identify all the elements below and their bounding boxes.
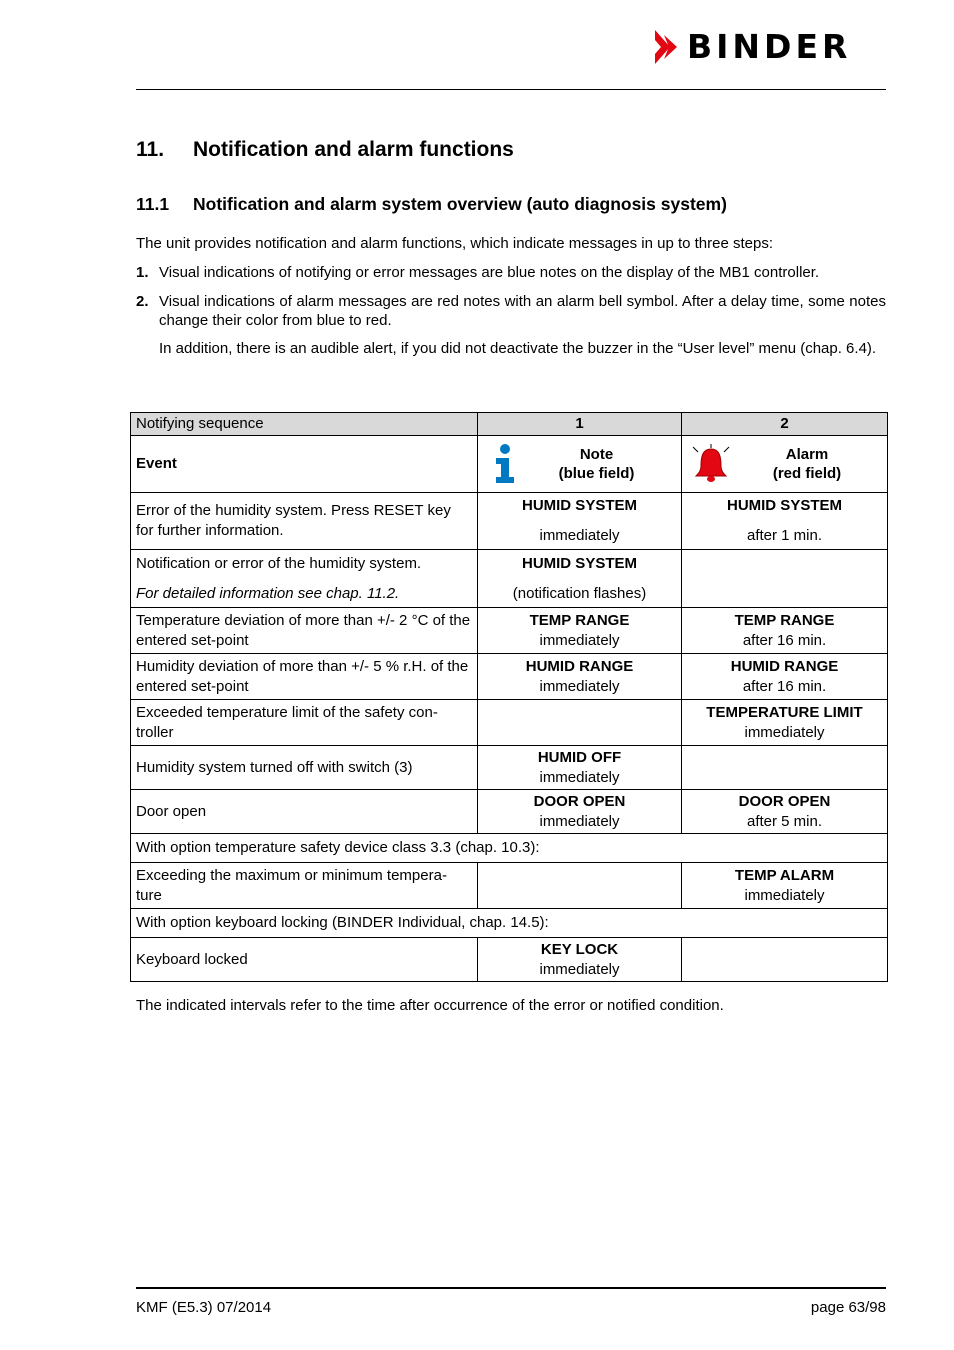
- buzzer-paragraph: In addition, there is an audible alert, if you did not deactivate the buzzer in the “User level” menu (chap. 6.4).: [159, 340, 877, 357]
- note-title: Note: [579, 446, 614, 463]
- table-row: [131, 493, 888, 550]
- alarm-cell: [682, 550, 888, 608]
- table-row: [131, 700, 888, 746]
- header-label: Notifying sequence: [131, 413, 478, 436]
- option-temp-label: With option temperature safety device class 3.3 (chap. 10.3):: [131, 834, 888, 863]
- event-text: Notification or error of the humidity system.: [136, 554, 422, 572]
- note-cell: [478, 790, 682, 834]
- note-cell: [478, 654, 682, 700]
- table-header-row: [131, 413, 888, 436]
- alarm-table: [130, 412, 888, 982]
- note-cell: [478, 700, 682, 746]
- note-timing: immediately: [539, 768, 620, 786]
- list-number: 1.: [136, 264, 149, 281]
- note-message: HUMID SYSTEM: [521, 554, 637, 572]
- footer-rule: [136, 1287, 886, 1289]
- alarm-message: TEMP ALARM: [734, 866, 835, 884]
- note-subtitle: (blue field): [558, 465, 635, 482]
- alarm-timing: after 16 min.: [742, 677, 827, 695]
- alarm-timing: after 16 min.: [742, 631, 827, 649]
- note-cell: [478, 938, 682, 982]
- note-message: TEMP RANGE: [529, 611, 630, 629]
- event-text: Humidity system turned off with switch (3): [131, 746, 478, 790]
- event-text: Exceeding the maximum or minimum tempera-ture: [131, 863, 478, 909]
- subsection-title: Notification and alarm system overview (auto diagnosis system): [193, 194, 727, 214]
- note-message: KEY LOCK: [540, 940, 619, 958]
- alarm-subtitle: (red field): [772, 465, 842, 482]
- section-heading: [136, 138, 514, 162]
- list-number: 2.: [136, 293, 149, 310]
- alarm-timing: immediately: [744, 886, 825, 904]
- list-text: Visual indications of notifying or error messages are blue notes on the display of the MB1 controller.: [159, 264, 820, 281]
- event-label: Event: [131, 436, 478, 493]
- note-message: HUMID RANGE: [525, 657, 634, 675]
- note-cell: [478, 550, 682, 608]
- section-title: Notification and alarm functions: [193, 138, 514, 161]
- alarm-cell: [682, 654, 888, 700]
- list-item: [136, 263, 886, 282]
- table-row: [131, 863, 888, 909]
- option-key-label: With option keyboard locking (BINDER Individual, chap. 14.5):: [131, 909, 888, 938]
- intro-paragraph: The unit provides notification and alarm functions, which indicate messages in up to three steps:: [136, 235, 774, 252]
- event-text: Humidity deviation of more than +/- 5 % r.H. of the entered set-point: [131, 654, 478, 700]
- alarm-cell: [682, 493, 888, 550]
- event-text: Temperature deviation of more than +/- 2 °C of the entered set-point: [131, 608, 478, 654]
- note-timing: immediately: [539, 677, 620, 695]
- binder-logo-icon: [655, 30, 679, 64]
- event-text: Door open: [131, 790, 478, 834]
- list-item: [136, 292, 886, 330]
- alarm-timing: after 5 min.: [746, 812, 823, 830]
- event-text: Exceeded temperature limit of the safety con-troller: [131, 700, 478, 746]
- header-col-1: 1: [478, 413, 682, 436]
- alarm-cell: [682, 746, 888, 790]
- event-note: For detailed information see chap. 11.2.: [136, 584, 400, 602]
- alarm-cell: [682, 436, 888, 493]
- option-row: [131, 834, 888, 863]
- note-cell: [478, 863, 682, 909]
- event-text: Keyboard locked: [131, 938, 478, 982]
- alarm-cell: [682, 863, 888, 909]
- event-cell: [131, 550, 478, 608]
- option-row: [131, 909, 888, 938]
- alarm-message: TEMP RANGE: [734, 611, 835, 629]
- alarm-timing: immediately: [744, 723, 825, 741]
- note-cell: [478, 608, 682, 654]
- info-icon: [493, 443, 517, 485]
- note-message: HUMID SYSTEM: [521, 497, 637, 514]
- note-timing: immediately: [539, 527, 620, 544]
- note-timing: immediately: [539, 631, 620, 649]
- alarm-bell-icon: [690, 444, 732, 484]
- page-number: page 63/98: [810, 1299, 886, 1316]
- alarm-message: TEMPERATURE LIMIT: [706, 703, 863, 721]
- section-number: 11.: [136, 138, 165, 161]
- note-cell: [478, 493, 682, 550]
- note-timing: (notification flashes): [512, 584, 647, 602]
- intervals-note: The indicated intervals refer to the time after occurrence of the error or notified condition.: [136, 997, 724, 1014]
- table-row: [131, 746, 888, 790]
- subsection-heading: [136, 194, 727, 215]
- binder-logo: [655, 27, 852, 66]
- event-row: [131, 436, 888, 493]
- subsection-number: 11.1: [136, 194, 170, 214]
- alarm-cell: [682, 790, 888, 834]
- table-row: [131, 550, 888, 608]
- alarm-message: DOOR OPEN: [738, 792, 831, 810]
- list-text: Visual indications of alarm messages are red notes with an alarm bell symbol. After a delay time, some notes change their color from blue to red.: [159, 293, 886, 329]
- header-rule: [136, 89, 886, 90]
- header-col-2: 2: [682, 413, 888, 436]
- note-cell: [478, 746, 682, 790]
- table-row: [131, 938, 888, 982]
- note-message: HUMID OFF: [537, 748, 622, 766]
- brand-name: BINDER: [687, 27, 852, 66]
- note-cell: [478, 436, 682, 493]
- document-id: KMF (E5.3) 07/2014: [136, 1299, 272, 1316]
- alarm-message: HUMID SYSTEM: [726, 497, 842, 514]
- table-row: [131, 608, 888, 654]
- alarm-cell: [682, 938, 888, 982]
- alarm-title: Alarm: [785, 446, 829, 463]
- note-timing: immediately: [539, 960, 620, 978]
- alarm-cell: [682, 700, 888, 746]
- note-timing: immediately: [539, 812, 620, 830]
- alarm-message: HUMID RANGE: [730, 657, 839, 675]
- alarm-timing: after 1 min.: [746, 527, 823, 544]
- alarm-cell: [682, 608, 888, 654]
- event-text: Error of the humidity system. Press RESET key for further information.: [131, 493, 478, 550]
- table-row: [131, 654, 888, 700]
- note-message: DOOR OPEN: [533, 792, 626, 810]
- table-row: [131, 790, 888, 834]
